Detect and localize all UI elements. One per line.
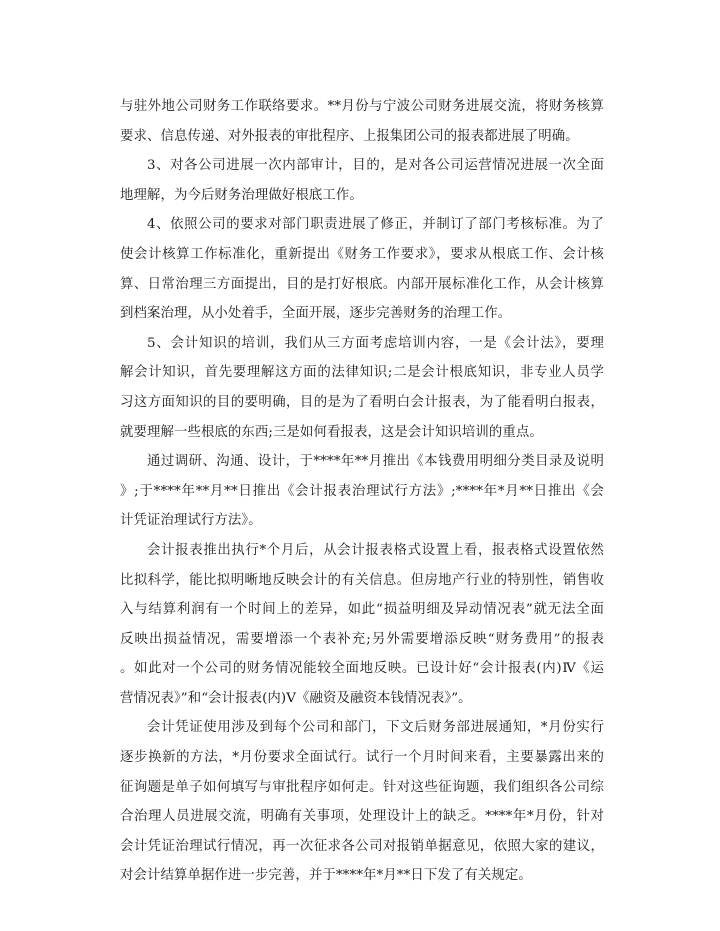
text-line: 习这方面知识的目的要明确，目的是为了看明白会计报表，为了能看明白报表， (120, 394, 604, 410)
text-line: 要求、信息传递、对外报表的审批程序、上报集团公司的报表都进展了明确。 (120, 128, 579, 144)
text-line: 就要理解一些根底的东西;三是如何看报表，这是会计知识培训的重点。 (120, 424, 543, 440)
text-line: 入与结算利润有一个时间上的差异，如此“损益明细及异动情况表”就无法全面 (120, 602, 604, 618)
document-body (120, 92, 604, 891)
text-line: 解会计知识，首先要理解这方面的法律知识;二是会计根底知识，非专业人员学 (120, 365, 604, 381)
text-line: 算、日常治理三方面提出，目的是打好根底。内部开展标准化工作，从会计核算 (120, 276, 604, 292)
text-line: 地理解，为今后财务治理做好根底工作。 (120, 187, 363, 203)
text-line: 。如此对一个公司的财务情况能较全面地反映。已设计好“会计报表(内)Ⅳ《运 (120, 661, 604, 677)
text-line: 使会计核算工作标准化，重新提出《财务工作要求》，要求从根底工作、会计核 (120, 246, 604, 262)
text-line: 比拟科学，能比拟明晰地反映会计的有关信息。但房地产行业的特别性，销售收 (120, 572, 604, 588)
paragraph-start-line: 通过调研、沟通、设计，于****年**月推出《本钱费用明细分类目录及说明 (147, 454, 604, 470)
text-line: 计凭证治理试行方法》。 (120, 513, 262, 529)
text-line: 征询题是单子如何填写与审批程序如何走。针对这些征询题，我们组织各公司综 (120, 779, 604, 795)
text-line: 营情况表》”和“会计报表(内)Ⅴ《融资及融资本钱情况表》”。 (120, 690, 472, 706)
text-line: 逐步换新的方法，*月份要求全面试行。试行一个月时间来看，主要暴露出来的 (120, 750, 604, 766)
paragraph-start-line: 3、对各公司进展一次内部审计，目的，是对各公司运营情况进展一次全面 (147, 158, 604, 174)
text-line: 对会计结算单据作进一步完善，并于****年*月**日下发了有关规定。 (120, 868, 532, 884)
text-line: 与驻外地公司财务工作联络要求。**月份与宁波公司财务进展交流，将财务核算 (120, 99, 604, 114)
paragraph-start-line: 会计报表推出执行*个月后，从会计报表格式设置上看，报表格式设置依然 (147, 542, 604, 558)
text-line: 到档案治理，从小处着手，全面开展，逐步完善财务的治理工作。 (120, 306, 512, 322)
paragraph-start-line: 会计凭证使用涉及到每个公司和部门，下文后财务部进展通知，*月份实行 (147, 720, 604, 736)
paragraph-start-line: 4、依照公司的要求对部门职责进展了修正，并制订了部门考核标准。为了 (147, 217, 604, 233)
text-line: 反映出损益情况，需要增添一个表补充;另外需要增添反映“财务费用”的报表 (120, 631, 604, 647)
text-line: 合治理人员进展交流，明确有关事项，处理设计上的缺乏。****年*月份，针对 (120, 809, 604, 825)
text-line: 》;于****年**月**日推出《会计报表治理试行方法》;****年*月**日推出《会 (120, 483, 604, 499)
paragraph-start-line: 5、会计知识的培训，我们从三方面考虑培训内容，一是《会计法》，要理 (147, 335, 604, 351)
text-line: 会计凭证治理试行情况，再一次征求各公司对报销单据意见，依照大家的建议， (120, 838, 604, 854)
